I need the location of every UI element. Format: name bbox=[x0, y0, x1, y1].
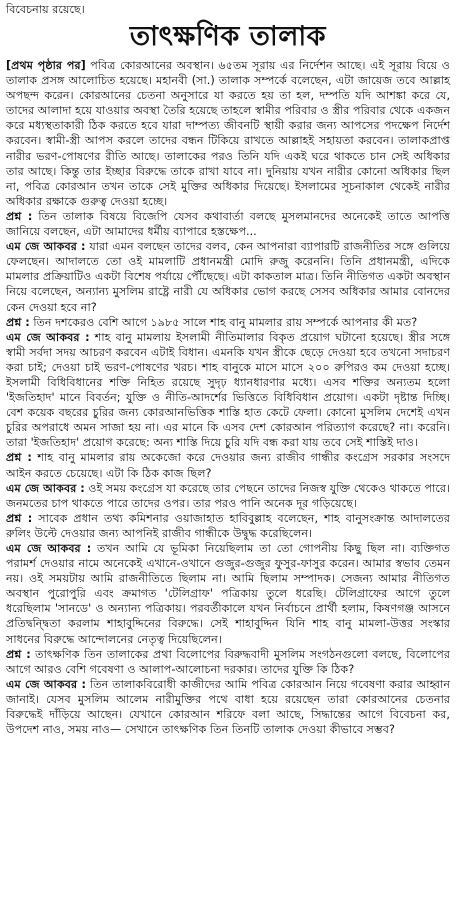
qa-paragraph bbox=[6, 315, 450, 330]
speaker-label: প্রশ্ন : bbox=[6, 315, 30, 329]
qa-text: তাৎক্ষণিক তিন তালাকের প্রথা বিলোপের বিরুদ্ধবাদী মুসলিম সংগঠনগুলো বলছে, বিলোপের আগে আরও বেশি গবেষণা ও আলাপ-আলোচনা দরকার। তাদের যুক্তি কি ঠিক? bbox=[6, 647, 450, 676]
qa-text: সাবেক প্রধান তথ্য কমিশনার ওয়াজাহাত হাবিবুল্লাহ বলেছেন, শাহ বানুসংক্রান্ত আদালতের রুলিং উল্টে দেওয়ার জন্য আপনিই রাজীব গান্ধীকে উদ্বুদ্ধ করেছিলেন। bbox=[6, 511, 450, 540]
qa-paragraph bbox=[6, 239, 450, 314]
qa-text: তখন আমি যে ভূমিকা নিয়েছিলাম তা তো গোপনীয় কিছু ছিল না। ব্যক্তিগত পরামর্শ দেওয়ার নামে অনেকেই এখানে-ওখানে গুজুর-গুজুর ফুসুর-ফাসুর করেন। আমার স্বভাব তেমন নয়। ওই সময়টায় আমি রাজনীতিতে ছিলাম না। আমি ছিলাম সম্পাদক। সেজন্য আমার নীতিগত অবস্থান পুরোপুরি এবং ক্রমাগত 'টেলিগ্রাফ' পত্রিকায় তুলে ধরেছি। টেলিগ্রাফের আগে তুলে ধরেছিলাম 'সানডে' ও অন্যান্য পত্রিকায়। পরবর্তীকালে যখন নির্বাচনে প্রার্থী হলাম, কিষণগঞ্জ আসনে প্রতিদ্বন্দ্বিতা করলাম শাহাবুদ্দিনের বিরুদ্ধে। সেই শাহাবুদ্দিন যিনি শাহ বানু মামলা-উত্তর সংস্কার সাধনের বিরুদ্ধে আন্দোলনের নেতৃত্ব দিয়েছিলেন। bbox=[6, 542, 451, 646]
intro-text: পবিত্র কোরআনের অবস্থান। ৬৫তম সূরায় এর নির্দেশন আছে। এই সূরায় বিয়ে ও তালাক প্রসঙ্গ আলোচিত হয়েছে। মহানবী (সা.) তালাক সম্পর্কে বলেছেন, এটা জায়েজ তবে আল্লাহ অপছন্দ করেন। কোরআনের চেতনা অনুসারে যা করতে হয় তা হল, দম্পতি যদি আশঙ্কা করে যে, তাদের আলাদা হয়ে যাওয়ার অবস্থা তৈরি হয়েছে তাহলে স্বামীর পরিবার ও স্ত্রীর পরিবার থেকে একজন করে মধ্যস্থতাকারী ঠিক করতে হবে যারা দাম্পত্য জীবনটি স্থায়ী করার জন্য আপসের পদক্ষেপ নির্দেশ করবেন। স্বামী-স্ত্রী আপস করলে তাদের বন্ধন টিকিয়ে রাখতে আল্লাহই সহায়তা করবেন। তালাকপ্রাপ্ত নারীর ভরণ-পোষণের রীতি আছে। তালাকের পরও তিনি যদি একই ঘরে থাকতে চান সেই অধিকার তার আছে। কিন্তু তার ইচ্ছার বিরুদ্ধে তাকে রাখা যাবে না। দুনিয়ায় যখন নারীর কোনো অধিকার ছিল না, পবিত্র কোরআন তখন তাকে সেই মুক্তির অধিকার দিয়েছে। ইসলামের সূচনাকাল থেকেই নারীর অধিকার রক্ষাকে গুরুত্ব দেওয়া হচ্ছে। bbox=[6, 59, 450, 208]
speaker-label: এম জে আকবর : bbox=[6, 481, 85, 495]
qa-paragraph bbox=[6, 481, 450, 511]
qa-text: শাহ বানু মামলায় ইসলামী নীতিমালার বিকৃত প্রয়োগ ঘটানো হয়েছে। স্ত্রীর সঙ্গে স্বামী সর্বদা সদয় আচরণ করবেন এটাই বিধান। এমনকি যখন স্ত্রীকে ছেড়ে দেওয়া হবে তখনো সদাচরণ করা চাই; দেওয়া চাই ভরণ-পোষণের খরচ। শাহ বানুকে মাসে মাসে ২০০ রুপিরও কম দেওয়া হচ্ছে। ইসলামী বিধিবিধানের শক্তি নিহিত রয়েছে সুদৃঢ় ধ্যানধারণার মধ্যে। এসব শক্তির অন্যতম হলো 'ইজতিহাদ' মানে বিবর্তন; যুক্তি ও নীতি-আদর্শের ভিত্তিতে বিধিবিধান প্রয়োগ। একটা দৃষ্টান্ত দিচ্ছি। বেশ কয়েক বছরের চুরির জন্য কোরআনভিত্তিক শাস্তি হাত কেটে ফেলা। কোনো মুসলিম দেশেই এখন চুরির অপরাধে অমন সাজা হয় না। এর মানে কি এসব দেশ কোরআন পরিত্যাগ করেছে? না। করেনি। তারা 'ইজতিহাদ' প্রয়োগ করেছে: অন্য শাস্তি দিয়ে চুরি যদি বন্ধ করা যায় তবে সেই শাস্তিই দাও। bbox=[6, 330, 450, 450]
qa-text: ওই সময় কংগ্রেস যা করেছে তার পেছনে তাদের নিজস্ব যুক্তি থেকেও থাকতে পারে। জনমতের চাপ থাকতে পারে তাদের ওপর। তার পরও পানি অনেক দূর গড়িয়েছে। bbox=[6, 481, 451, 510]
previous-article-fragment: বিবেচনায় রয়েছে। bbox=[6, 3, 85, 16]
article-headline: তাৎক্ষণিক তালাক bbox=[129, 21, 327, 52]
speaker-label: এম জে আকবর : bbox=[6, 542, 92, 555]
qa-paragraph bbox=[6, 511, 450, 541]
speaker-label: প্রশ্ন : bbox=[6, 511, 33, 525]
headline-block bbox=[6, 17, 450, 57]
speaker-label: এম জে আকবর : bbox=[6, 240, 86, 254]
qa-paragraph bbox=[6, 330, 450, 451]
qa-paragraph bbox=[6, 541, 450, 647]
speaker-label: প্রশ্ন : bbox=[6, 451, 32, 465]
qa-paragraph bbox=[6, 647, 450, 677]
qa-text: তিন তালাক বিষয়ে বিজেপি যেসব কথাবার্তা বলছে মুসলমানদের অনেকেই তাতে আপত্তি জানিয়ে বলছেন, এটা আমাদের ধর্মীয় ব্যাপারে হস্তক্ষেপ... bbox=[6, 209, 450, 239]
speaker-label: প্রশ্ন : bbox=[6, 209, 33, 223]
qa-text: শাহ বানু মামলার রায় অকেজো করে দেওয়ার জন্য রাজীব গান্ধীর কংগ্রেস সরকার সংসদে আইন করতে চেয়েছে। এটা কি ঠিক কাজ ছিল? bbox=[6, 451, 450, 480]
qa-text: তিন দশকেরও বেশি আগে ১৯৮৫ সালে শাহ বানু মামলার রায় সম্পর্কে আপনার কী মত? bbox=[29, 315, 418, 329]
speaker-label: প্রশ্ন : bbox=[6, 647, 31, 661]
qa-text: তিন তালাকবিরোধী কাজীদের আমি পবিত্র কোরআন নিয়ে গবেষণা করার আহ্বান জানাই। যেসব মুসলিম আলেম নারীমুক্তির পথে বাধা হয়ে রয়েছেন তারা কোরআনের চেতনার বিরুদ্ধেই দাঁড়িয়ে আছেন। যেখানে কোরআন শরিফে বলা আছে, সিদ্ধান্তের আগে বিবেচনা কর, উপদেশ নাও, সময় নাও— সেখানে তাৎক্ষণিক তিন তিনটি তালাক দেওয়া কীভাবে সম্ভব? bbox=[6, 677, 451, 737]
qa-paragraph bbox=[6, 450, 450, 480]
continued-from-label: [প্রথম পৃষ্ঠার পর] bbox=[6, 59, 86, 72]
speaker-label: এম জে আকবর : bbox=[6, 330, 90, 344]
qa-paragraph bbox=[6, 209, 450, 239]
intro-paragraph bbox=[6, 58, 450, 209]
article-body bbox=[6, 58, 450, 737]
speaker-label: এম জে আকবর : bbox=[6, 677, 86, 691]
qa-text: যারা এমন বলছেন তাদের বলব, কেন আপনারা ব্যাপারটি রাজনীতির সঙ্গে গুলিয়ে ফেলছেন। আদালতে তো ওই মামলাটি প্রধানমন্ত্রী মোদি রুজু করেননি। তিনি প্রধানমন্ত্রী, এদিকে মামলার প্রক্রিয়াটিও একটা বিশেষ পর্যায়ে পৌঁছেছে। এটা কাকতাল মাত্র। তিনি নীতিগত একটা অবস্থান নিয়ে বলেছেন, অন্যান্য মুসলিম রাষ্ট্রে নারী যে অধিকার ভোগ করছে সেসব অধিকার আমার বোনদের কেন দেওয়া হবে না? bbox=[6, 240, 450, 314]
qa-paragraph bbox=[6, 677, 450, 737]
